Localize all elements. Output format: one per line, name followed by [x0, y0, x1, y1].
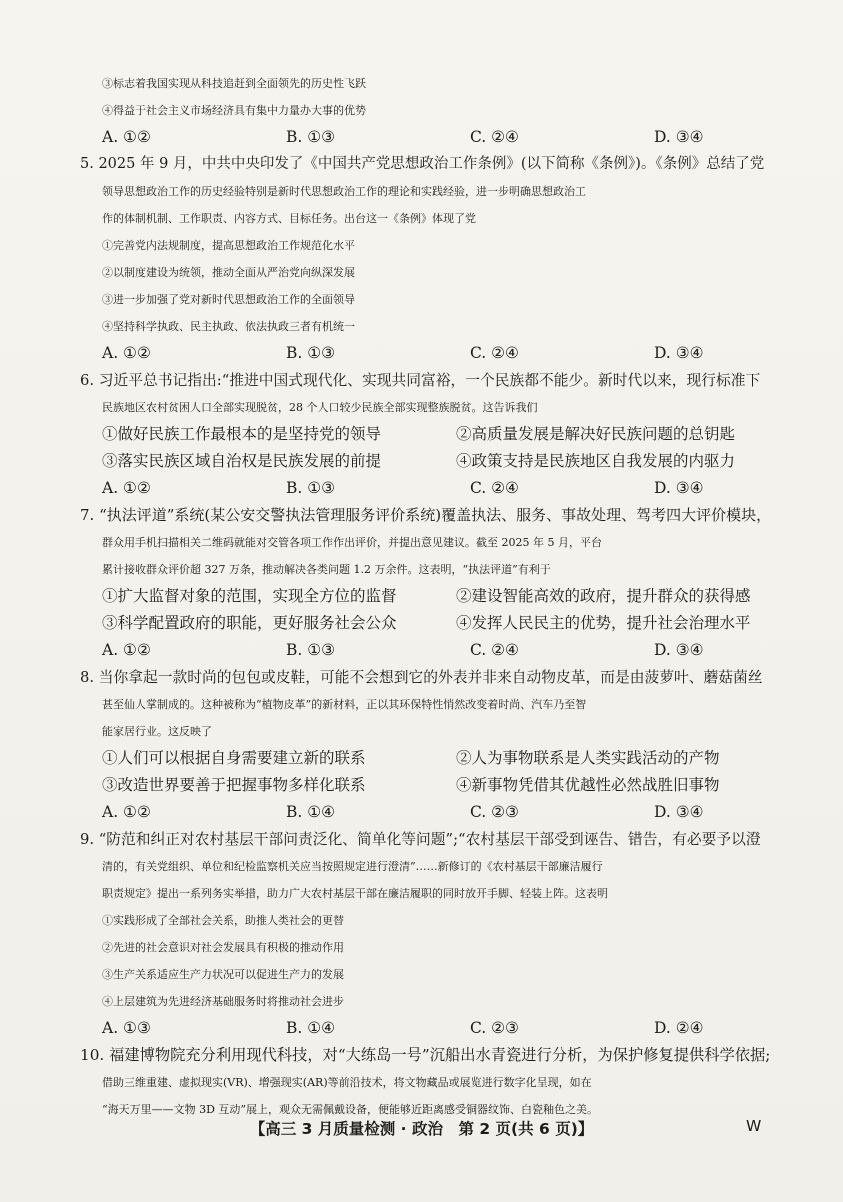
option-c: C. ②③ — [470, 803, 519, 821]
choice-item: ③标志着我国实现从科技追赶到全面领先的历史性飞跃 — [102, 77, 366, 90]
option-d: D. ③④ — [654, 803, 704, 821]
question-10 — [80, 1042, 770, 1123]
question-stem-line: 7. “执法评道”系统(某公安交警执法管理服务评价系统)覆盖执法、服务、事故处理、驾考四大评价模块， — [80, 506, 772, 524]
option-d: D. ③④ — [654, 344, 704, 362]
option-a: A. ①③ — [102, 1019, 151, 1037]
footer-mark: W — [746, 1117, 762, 1135]
choice-item: ④新事物凭借其优越性必然战胜旧事物 — [456, 776, 720, 794]
choice-item: ④发挥人民民主的优势，提升社会治理水平 — [456, 614, 751, 632]
option-b: B. ①③ — [286, 479, 336, 497]
option-a: A. ①② — [102, 479, 151, 497]
choice-item: ④上层建筑为先进经济基础服务时将推动社会进步 — [102, 995, 344, 1008]
option-d: D. ③④ — [654, 641, 704, 659]
question-5 — [80, 151, 770, 367]
option-c: C. ②③ — [470, 1019, 519, 1037]
option-d: D. ③④ — [654, 479, 704, 497]
option-b: B. ①③ — [286, 128, 336, 146]
answer-options — [80, 799, 770, 826]
question-stem-line: 6. 习近平总书记指出:“推进中国式现代化、实现共同富裕，一个民族都不能少。新时代以来，现行标准下 — [80, 372, 761, 389]
option-c: C. ②④ — [470, 344, 519, 362]
option-b: B. ①④ — [286, 803, 336, 821]
prev-question — [80, 70, 770, 151]
choice-item: ②高质量发展是解决好民族问题的总钥匙 — [456, 425, 736, 443]
question-6 — [80, 367, 770, 502]
answer-options — [80, 637, 770, 664]
question-stem-line: 10. 福建博物院充分利用现代科技，对“大练岛一号”沉船出水青瓷进行分析，为保护修复提供科学依据; — [80, 1046, 771, 1064]
answer-options — [80, 340, 770, 367]
choice-item: ①实践形成了全部社会关系，助推人类社会的更替 — [102, 914, 344, 927]
choice-row — [80, 610, 770, 637]
answer-options — [80, 124, 770, 151]
option-a: A. ①② — [102, 641, 151, 659]
choice-item: ②以制度建设为统领，推动全面从严治党向纵深发展 — [102, 266, 355, 279]
question-stem-line: 民族地区农村贫困人口全部实现脱贫，28 个人口较少民族全部实现整族脱贫。这告诉我们 — [102, 401, 538, 414]
option-d: D. ③④ — [654, 128, 704, 146]
choice-item: ④坚持科学执政、民主执政、依法执政三者有机统一 — [102, 320, 355, 333]
question-stem-line: 群众用手机扫描相关二维码就能对交管各项工作作出评价，并提出意见建议。截至 2025 年 5 月，平台 — [102, 536, 602, 549]
choice-item: ③落实民族区域自治权是民族发展的前提 — [102, 452, 382, 470]
choice-row — [80, 583, 770, 610]
choice-item: ④得益于社会主义市场经济具有集中力量办大事的优势 — [102, 104, 366, 117]
answer-options — [80, 1015, 770, 1042]
question-7 — [80, 502, 770, 664]
choice-item: ①扩大监督对象的范围，实现全方位的监督 — [102, 587, 397, 605]
question-stem-line: 清的，有关党组织、单位和纪检监察机关应当按照规定进行澄清”……新修订的《农村基层干部廉洁履行 — [102, 860, 603, 873]
question-stem-line: 8. 当你拿起一款时尚的包包或皮鞋，可能不会想到它的外表并非来自动物皮革，而是由菠萝叶、蘑菇菌丝 — [80, 669, 763, 686]
option-c: C. ②④ — [470, 641, 519, 659]
option-d: D. ②④ — [654, 1019, 704, 1037]
choice-item: ②建设智能高效的政府，提升群众的获得感 — [456, 587, 751, 605]
question-stem-line: 领导思想政治工作的历史经验特别是新时代思想政治工作的理论和实践经验，进一步明确思想政治工 — [102, 185, 586, 198]
page-footer: 【高三 3 月质量检测 · 政治 第 2 页(共 6 页)】 — [249, 1120, 594, 1138]
question-stem-line: 累计接收群众评价超 327 万条，推动解决各类问题 1.2 万余件。这表明，“执法评道”有利于 — [102, 563, 551, 576]
question-stem-line: “海天万里——文物 3D 互动”展上，观众无需佩戴设备，便能够近距离感受铜器纹饰、白瓷釉色之美。 — [102, 1103, 599, 1116]
choice-row — [80, 448, 770, 475]
question-9 — [80, 826, 770, 1042]
option-c: C. ②④ — [470, 479, 519, 497]
choice-item: ①完善党内法规制度，提高思想政治工作规范化水平 — [102, 239, 355, 252]
option-b: B. ①③ — [286, 344, 336, 362]
option-a: A. ①② — [102, 128, 151, 146]
question-stem-line: 作的体制机制、工作职责、内容方式、目标任务。出台这一《条例》体现了党 — [102, 212, 476, 225]
choice-row — [80, 421, 770, 448]
question-stem-line: 职责规定》提出一系列务实举措，助力广大农村基层干部在廉洁履职的同时放开手脚、轻装上阵。这表明 — [102, 887, 608, 900]
page-content — [80, 70, 770, 1123]
choice-item: ③改造世界要善于把握事物多样化联系 — [102, 776, 366, 794]
choice-item: ④政策支持是民族地区自我发展的内驱力 — [456, 452, 736, 470]
choice-row — [80, 745, 770, 772]
question-stem-line: 甚至仙人掌制成的。这种被称为“植物皮革”的新材料，正以其环保特性悄然改变着时尚、汽车乃至智 — [102, 698, 587, 711]
choice-item: ①做好民族工作最根本的是坚持党的领导 — [102, 425, 382, 443]
question-stem-line: 能家居行业。这反映了 — [102, 725, 212, 738]
question-stem-line: 9. “防范和纠正对农村基层干部问责泛化、简单化等问题”;“农村基层干部受到诬告、错告，有必要予以澄 — [80, 831, 761, 848]
choice-item: ③科学配置政府的职能，更好服务社会公众 — [102, 614, 397, 632]
option-a: A. ①② — [102, 344, 151, 362]
choice-item: ②先进的社会意识对社会发展具有积极的推动作用 — [102, 941, 344, 954]
question-stem-line: 借助三维重建、虚拟现实(VR)、增强现实(AR)等前沿技术，将文物藏品或展览进行数字化呈现，如在 — [102, 1076, 592, 1089]
option-b: B. ①③ — [286, 641, 336, 659]
choice-item: ①人们可以根据自身需要建立新的联系 — [102, 749, 366, 767]
option-a: A. ①② — [102, 803, 151, 821]
answer-options — [80, 475, 770, 502]
choice-item: ③进一步加强了党对新时代思想政治工作的全面领导 — [102, 293, 355, 306]
choice-item: ②人为事物联系是人类实践活动的产物 — [456, 749, 720, 767]
question-stem-line: 5. 2025 年 9 月，中共中央印发了《中国共产党思想政治工作条例》(以下简称《条例》)。《条例》总结了党 — [80, 156, 765, 172]
choice-row — [80, 772, 770, 799]
question-8 — [80, 664, 770, 826]
option-c: C. ②④ — [470, 128, 519, 146]
choice-item: ③生产关系适应生产力状况可以促进生产力的发展 — [102, 968, 344, 981]
option-b: B. ①④ — [286, 1019, 336, 1037]
